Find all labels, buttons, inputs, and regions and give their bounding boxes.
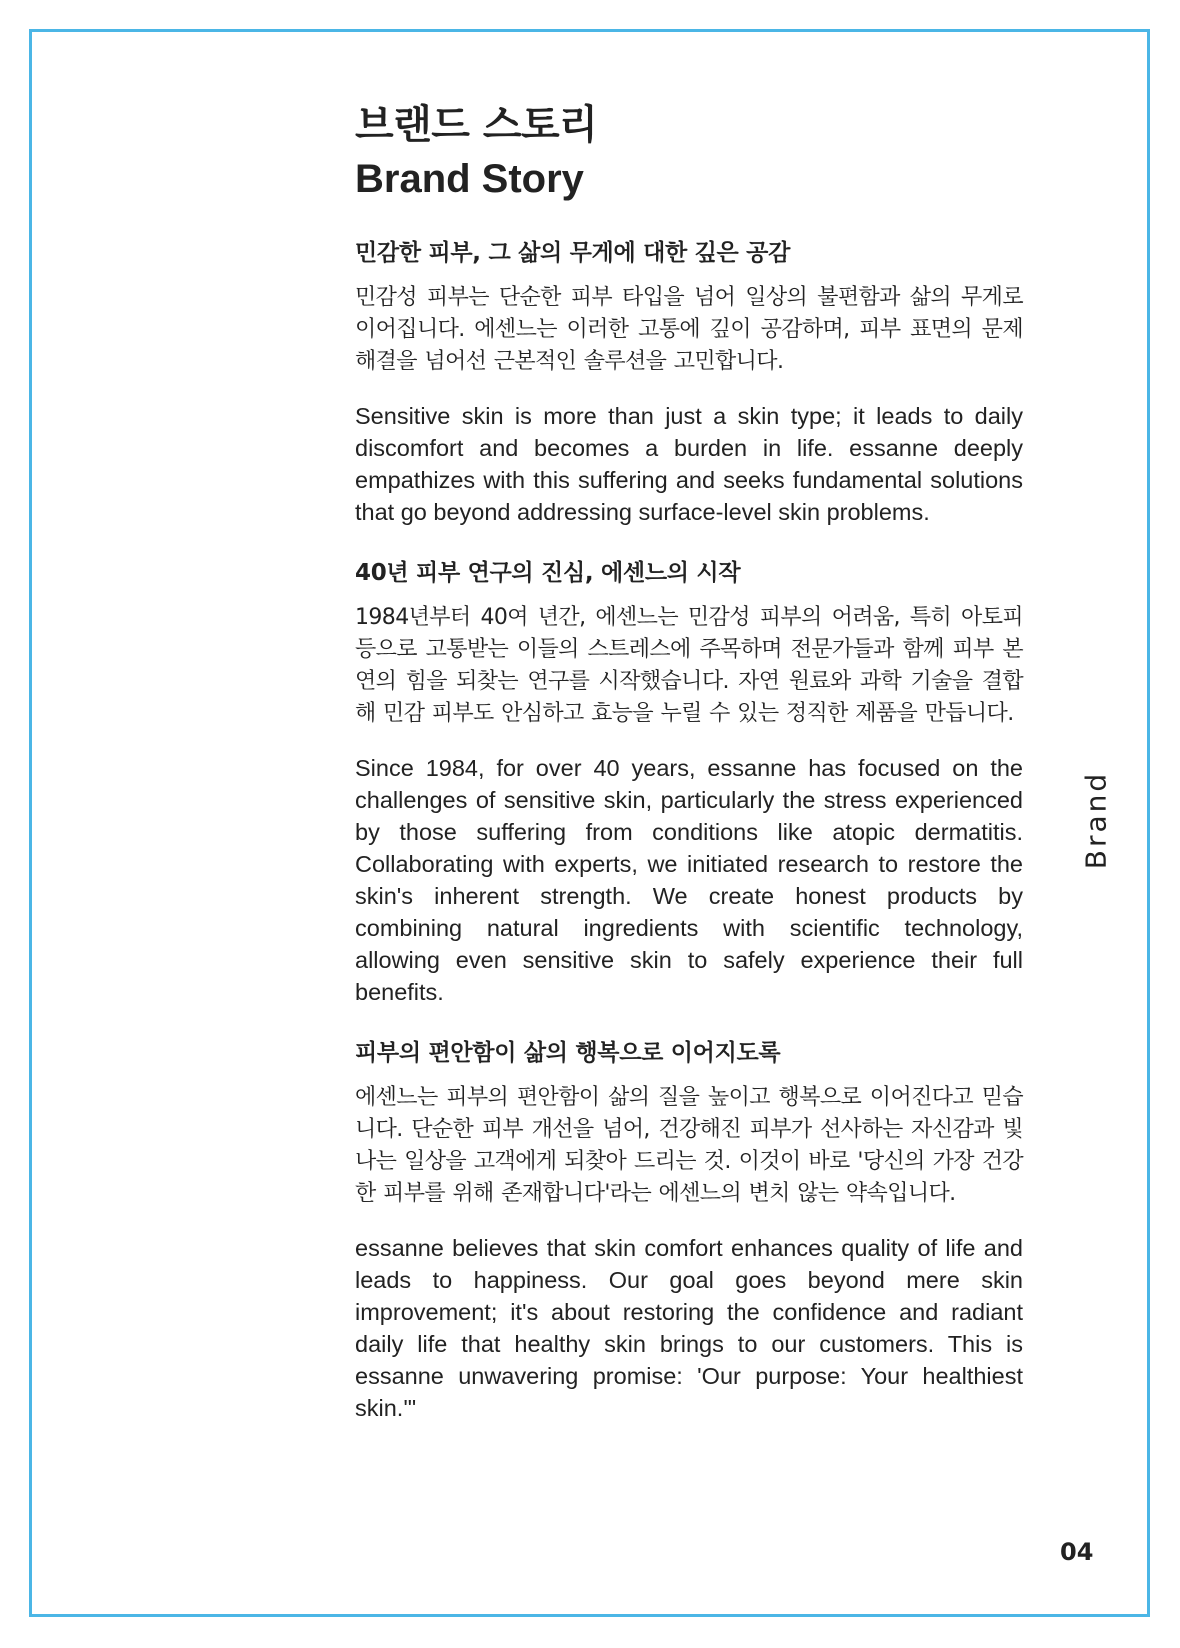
page-title-english: Brand Story — [355, 157, 584, 201]
section-heading: 피부의 편안함이 삶의 행복으로 이어지도록 — [355, 1040, 781, 1066]
page-title-korean: 브랜드 스토리 — [355, 102, 598, 148]
page-number: 04 — [1060, 1538, 1094, 1566]
paragraph-english: Sensitive skin is more than just a skin type; it leads to daily discomfort and becomes a burden in life. essanne deeply empathizes with this suffering and seeks fundamental solutions that go beyond addressing surface-level skin problems. — [355, 403, 1023, 525]
paragraph-korean: 1984년부터 40여 년간, 에센느는 민감성 피부의 어려움, 특히 아토피 등으로 고통받는 이들의 스트레스에 주목하며 전문가들과 함께 피부 본연의 힘을 되찾는 연구를 시작했습니다. 자연 원료와 과학 기술을 결합해 민감 피부도 안심하고 효능을 누릴 수 있는 정직한 제품을 만듭니다. — [355, 605, 1023, 726]
section-empathy — [355, 236, 1023, 528]
side-label-text: Brand — [1079, 770, 1113, 870]
paragraph-english: essanne believes that skin comfort enhances quality of life and leads to happiness. Our goal goes beyond mere skin improvement; it's about restoring the confidence and radiant daily life that healthy skin brings to our customers. This is essanne unwavering promise: 'Our purpose: Your healthiest skin.'" — [355, 1235, 1023, 1421]
paragraph-korean: 민감성 피부는 단순한 피부 타입을 넘어 일상의 불편함과 삶의 무게로 이어집니다. 에센느는 이러한 고통에 깊이 공감하며, 피부 표면의 문제 해결을 넘어선 근본적인 솔루션을 고민합니다. — [355, 285, 1023, 374]
section-heading: 40년 피부 연구의 진심, 에센느의 시작 — [355, 560, 741, 586]
section-happiness — [355, 1036, 1023, 1424]
paragraph-english: Since 1984, for over 40 years, essanne has focused on the challenges of sensitive skin, particularly the stress experienced by those suffering from conditions like atopic dermatitis. Collaborating with experts, we initiated research to restore the skin's inherent strength. We create honest products by combining natural ingredients with scientific technology, allowing even sensitive skin to safely experience their full benefits. — [355, 755, 1023, 1005]
side-section-label — [1066, 770, 1126, 870]
brand-story-content — [355, 98, 1023, 1452]
section-research-history — [355, 556, 1023, 1008]
paragraph-korean: 에센느는 피부의 편안함이 삶의 질을 높이고 행복으로 이어진다고 믿습니다. 단순한 피부 개선을 넘어, 건강해진 피부가 선사하는 자신감과 빛나는 일상을 고객에게 되찾아 드리는 것. 이것이 바로 '당신의 가장 건강한 피부를 위해 존재합니다'라는 에센느의 변치 않는 약속입니다. — [355, 1085, 1023, 1206]
section-heading: 민감한 피부, 그 삶의 무게에 대한 깊은 공감 — [355, 240, 790, 266]
